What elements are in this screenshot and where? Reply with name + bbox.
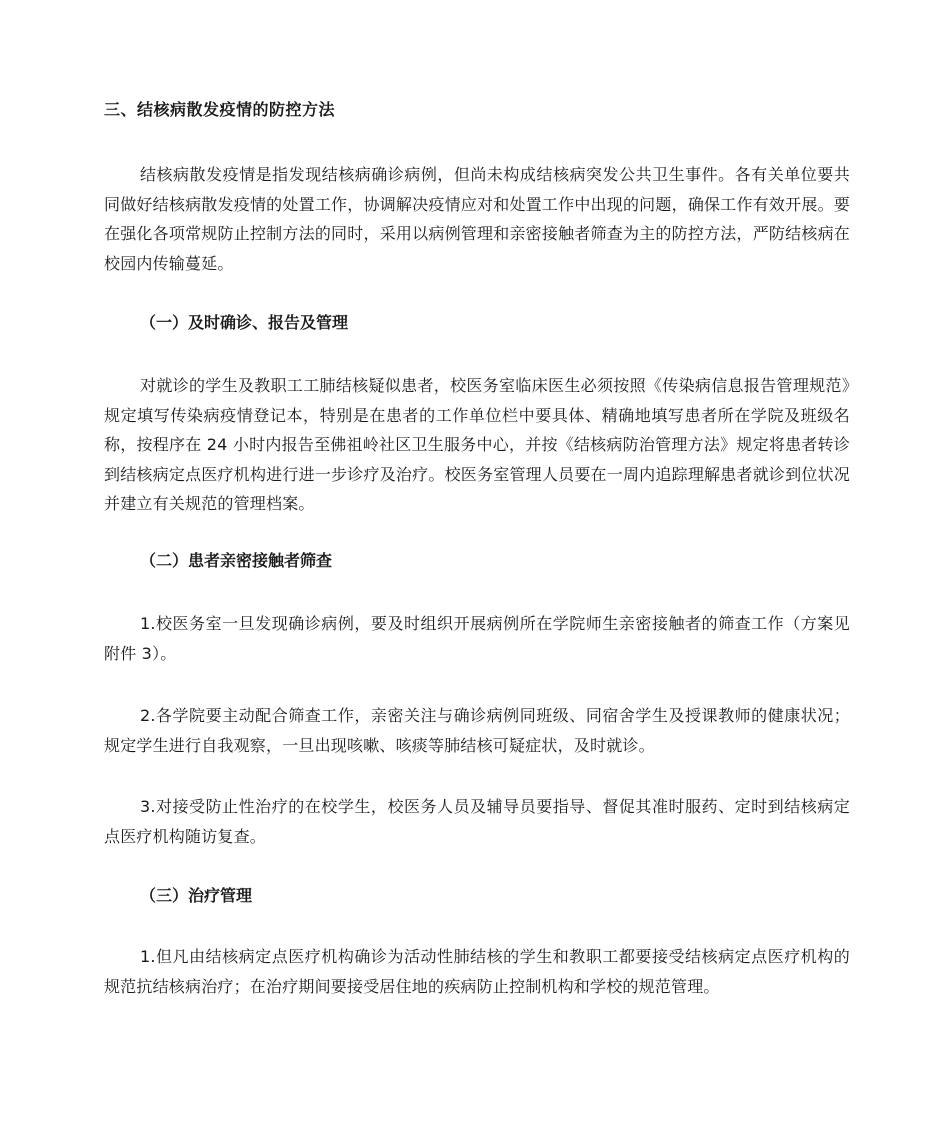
intro-paragraph: 结核病散发疫情是指发现结核病确诊病例，但尚未构成结核病突发公共卫生事件。各有关单位要共同做好结核病散发疫情的处置工作，协调解决疫情应对和处置工作中出现的问题，确保工作有效开展。要在强化各项常规防止控制方法的同时，采用以病例管理和亲密接触者筛查为主的防控方法，严防结核病在校园内传输蔓延。 [104, 165, 850, 273]
part2-item-1: 1.校医务室一旦发现确诊病例，要及时组织开展病例所在学院师生亲密接触者的筛查工作（方案见附件 3）。 [104, 614, 850, 663]
part2-item-3: 3.对接受防止性治疗的在校学生，校医务人员及辅导员要指导、督促其准时服药、定时到结核病定点医疗机构随访复查。 [104, 797, 850, 846]
section-title: 三、结核病散发疫情的防控方法 [104, 100, 336, 119]
part1-title: （一）及时确诊、报告及管理 [140, 313, 349, 332]
part3-title: （三）治疗管理 [140, 886, 253, 905]
part2-title: （二）患者亲密接触者筛查 [140, 551, 333, 570]
part1-paragraph: 对就诊的学生及教职工工肺结核疑似患者，校医务室临床医生必须按照《传染病信息报告管理规范》规定填写传染病疫情登记本，特别是在患者的工作单位栏中要具体、精确地填写患者所在学院及班级名称，按程序在 24 小时内报告至佛祖岭社区卫生服务中心，并按《结核病防治管理方法》规定将患者转诊到结核病定点医疗机构进行进一步诊疗及治疗。校医务室管理人员要在一周内追踪理解患者就诊到位状况并建立有关规范的管理档案。 [104, 376, 850, 513]
part2-item-2: 2.各学院要主动配合筛查工作，亲密关注与确诊病例同班级、同宿舍学生及授课教师的健康状况；规定学生进行自我观察，一旦出现咳嗽、咳痰等肺结核可疑症状，及时就诊。 [104, 706, 850, 755]
part3-item-1: 1.但凡由结核病定点医疗机构确诊为活动性肺结核的学生和教职工都要接受结核病定点医疗机构的规范抗结核病治疗；在治疗期间要接受居住地的疾病防止控制机构和学校的规范管理。 [104, 947, 850, 996]
